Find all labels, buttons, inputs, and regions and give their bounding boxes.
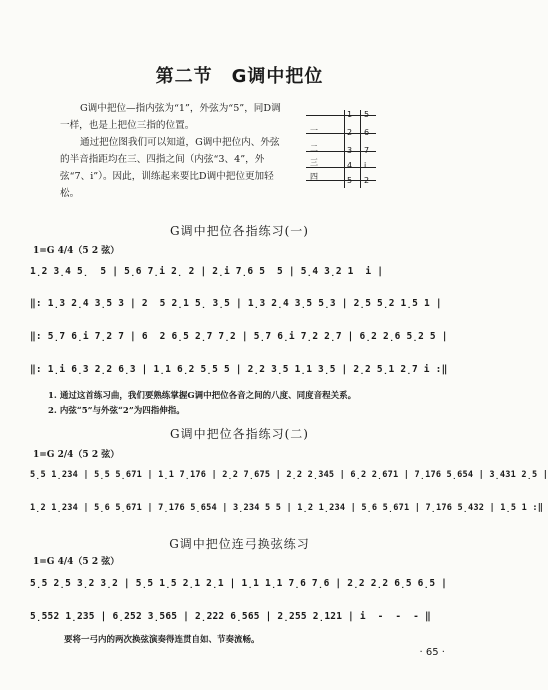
outer-note-4: i (364, 161, 367, 170)
section-2-line-1: 5̣5 1̣234 | 5̣5 5̣671 | 1̣1 7̣176 | 2̣2 7̣675 | 2̣2 2̣345 | 6̣2 2̣671 | 7̣176 5̣654 | 3̣431 2̣5 | (30, 470, 548, 480)
section-1-title: G调中把位各指练习(一) (170, 224, 309, 238)
inner-note-5: 5 (347, 176, 353, 185)
outer-note-2: 6 (364, 128, 370, 137)
finger-mark-4: 四 (310, 172, 318, 181)
inner-note-3: 3 (347, 146, 353, 155)
section-1-note-1: 1. 通过这首练习曲，我们要熟练掌握G调中把位各音之间的八度、同度音程关系。 (48, 391, 357, 401)
inner-note-1: 1 (347, 110, 353, 119)
outer-note-1: 5 (364, 110, 370, 119)
finger-mark-3: 三 (310, 158, 318, 167)
section-3-line-1: 5̣5 2̣5 3̣2 3̣2 | 5̣5 1̣5 2̣1 2̣1 | 1̣1 1̣1 7̣6 7̣6 | 2̣2 2̣2 6̣5 6̣5 | (30, 578, 448, 589)
inner-note-2: 2 (347, 128, 353, 137)
section-3-line-2: 5̣552 1̣235 | 6̣252 3̣565 | 2̣222 6̣565 | 2̣255 2̣121 | i - - - ‖ (30, 611, 431, 622)
intro-paragraph-1: G调中把位—指内弦为“1”，外弦为“5”，同D调一样，也是上把位三指的位置。 (60, 103, 281, 131)
fret-diagram (300, 110, 380, 190)
section-1-note-2: 2. 内弦“5”与外弦“2”为四指伸指。 (48, 406, 185, 416)
section-2-title: G调中把位各指练习(二) (170, 427, 309, 441)
section-2-line-2: 1̣2 1̣234 | 5̣6 5̣671 | 7̣176 5̣654 | 3̣234 5 5 | 1̣2 1̣234 | 5̣6 5̣671 | 7̣176 5̣432 | 1̣5 1 :‖ (30, 503, 544, 513)
section-3-note-1: 要将一弓内的两次换弦演奏得连贯自如、节奏流畅。 (64, 635, 260, 645)
section-1-key: 1=G 4/4（5 2 弦） (33, 246, 120, 256)
section-1-line-3: ‖: 5̣7 6̣i 7̣2 7 | 6 2 6̣5 2̣7 7̣2 | 5̣7 6̣i 7̣2 2̣7 | 6̣2 2̣6 5̣2 5 | (30, 331, 448, 342)
section-1-line-2: ‖: 1̣3 2̣4 3̣5 3 | 2 5 2̣1 5̣ 3̣5 | 1̣3 2̣4 3̣5 5̣3 | 2̣5 5̣2 1̣5 1 | (30, 298, 442, 309)
section-1-line-1: 1̣2 3̣4 5̣ 5 | 5̣6 7̣i 2̣ 2 | 2̣i 7̣6 5 5 | 5̣4 3̣2 1 i | (30, 266, 384, 277)
section-3-key: 1=G 4/4（5 2 弦） (33, 557, 120, 567)
finger-mark-1: 一 (310, 126, 318, 135)
intro-paragraph-2: 通过把位图我们可以知道，G调中把位内、外弦的半音指距均在三、四指之间（内弦“3、4”，外弦“7、i”）。因此，训练起来要比D调中把位更加轻松。 (60, 137, 280, 199)
outer-note-5: 2 (364, 176, 370, 185)
page-title: 第二节 G调中把位 (155, 66, 324, 87)
finger-mark-2: 二 (310, 144, 318, 153)
page-number: · 65 · (419, 647, 445, 658)
intro-text (60, 100, 288, 202)
section-2-key: 1=G 2/4（5 2 弦） (33, 450, 120, 460)
section-3-title: G调中把位连弓换弦练习 (169, 537, 310, 551)
section-1-line-4: ‖: 1̣i 6̣3 2̣2 6̣3 | 1̣1 6̣2 5̣5 5 | 2̣2 3̣5 1̣1 3̣5 | 2̣2 5̣1 2̣7 i :‖ (30, 364, 448, 375)
outer-note-3: 7 (364, 146, 370, 155)
inner-note-4: 4 (347, 161, 353, 170)
